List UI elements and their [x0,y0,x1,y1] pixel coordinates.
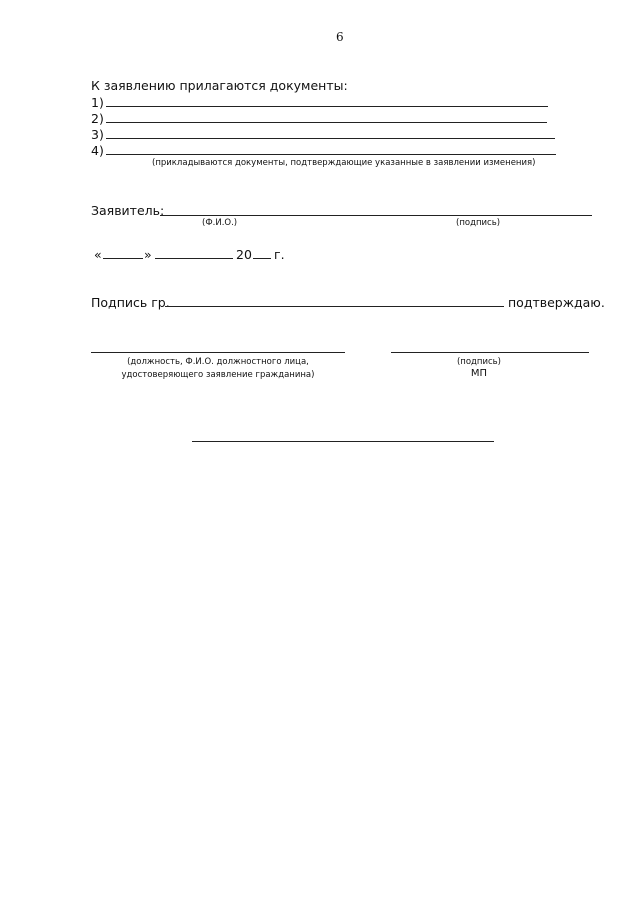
confirmation-line[interactable] [165,306,504,307]
date-close-quote: » [144,247,152,262]
official-signature-caption: (подпись) [456,357,502,367]
attachment-item-3-line[interactable] [106,138,555,139]
applicant-fio-caption: (Ф.И.О.) [202,218,238,228]
official-caption-line-1: (должность, Ф.И.О. должностного лица, [127,357,309,367]
closing-separator-line [192,441,494,442]
date-year-line[interactable] [253,258,271,259]
applicant-signature-caption: (подпись) [456,218,501,228]
attachments-heading: К заявлению прилагаются документы: [91,78,348,93]
official-signature-line[interactable] [391,352,589,353]
attachment-item-2-number: 2) [91,111,104,126]
attachment-item-4-line[interactable] [106,154,556,155]
official-caption-line-2: удостоверяющего заявление гражданина) [121,370,315,380]
attachment-item-2-line[interactable] [106,122,547,123]
date-year-suffix: г. [274,247,285,262]
attachment-item-1-line[interactable] [106,106,548,107]
official-position-line[interactable] [91,352,345,353]
attachment-item-3-number: 3) [91,127,104,142]
date-day-line[interactable] [103,258,143,259]
page-number: 6 [336,30,344,44]
confirmation-suffix: подтверждаю. [508,295,605,310]
attachment-item-4-number: 4) [91,143,104,158]
date-year-prefix: 20 [236,247,252,262]
applicant-line[interactable] [160,215,592,216]
confirmation-prefix: Подпись гр. [91,295,170,310]
date-open-quote: « [94,247,102,262]
date-month-line[interactable] [155,258,233,259]
attachments-note: (прикладываются документы, подтверждающие указанные в заявлении изменения) [152,158,536,168]
applicant-label: Заявитель: [91,203,165,218]
attachment-item-1-number: 1) [91,95,104,110]
stamp-placeholder: МП [470,368,488,379]
